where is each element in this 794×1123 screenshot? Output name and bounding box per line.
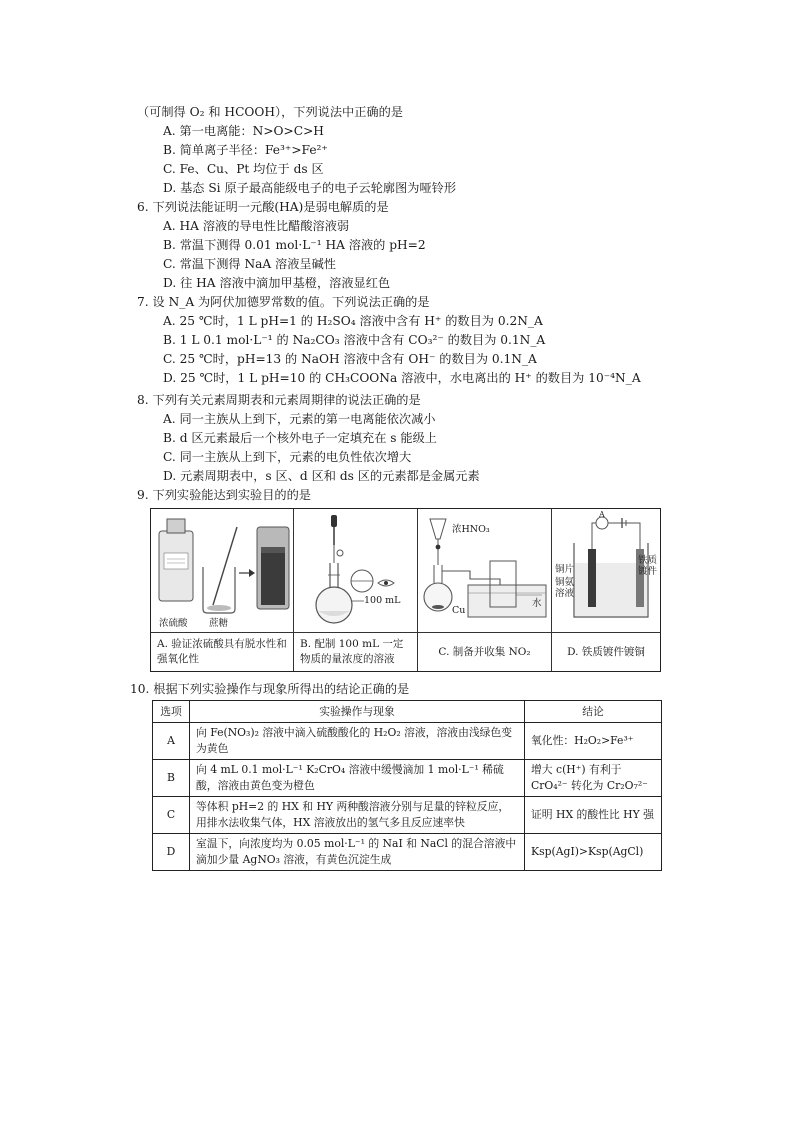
label-water: 水 [532,598,542,609]
figure-b-image [294,509,417,632]
label-copper-ammonia-solution: 铜氨溶液 [555,577,575,599]
question-6-option-c: C. 常温下测得 NaA 溶液呈碱性 [163,257,336,271]
row-option: A [153,723,190,760]
question-7-option-c: C. 25 ℃时，pH=13 的 NaOH 溶液中含有 OH⁻ 的数目为 0.1N_A [163,352,537,366]
label-copper-sheet: 铜片 [555,564,575,575]
question-10-stem: 10. 根据下列实验操作与现象所得出的结论正确的是 [130,682,410,696]
row-conclusion: 证明 HX 的酸性比 HY 强 [525,797,662,834]
label-concentrated-sulfuric-acid: 浓硫酸 [159,618,188,629]
table-row [153,760,662,797]
row-option: B [153,760,190,797]
row-operation: 向 4 mL 0.1 mol·L⁻¹ K₂CrO₄ 溶液中缓慢滴加 1 mol·L⁻¹ 稀硫酸，溶液由黄色变为橙色 [190,760,525,797]
row-option: C [153,797,190,834]
question-8-option-b: B. d 区元素最后一个核外电子一定填充在 s 能级上 [163,431,437,445]
row-operation: 等体积 pH=2 的 HX 和 HY 两种酸溶液分别与足量的锌粒反应，用排水法收集气体，HX 溶液放出的氢气多且反应速率快 [190,797,525,834]
question-6-stem: 6. 下列说法能证明一元酸(HA)是弱电解质的是 [137,200,389,214]
figure-a [151,509,294,671]
row-conclusion: Ksp(AgI)>Ksp(AgCl) [525,834,662,871]
row-conclusion: 氧化性：H₂O₂>Fe³⁺ [525,723,662,760]
label-100ml: 100 mL [364,595,401,606]
figure-a-image [151,509,293,632]
table-row [153,797,662,834]
question-5-option-d: D. 基态 Si 原子最高能级电子的电子云轮廓图为哑铃形 [163,181,457,195]
volumetric-flask-illustration [294,509,418,632]
label-copper: Cu [452,605,466,616]
question-6-option-b: B. 常温下测得 0.01 mol·L⁻¹ HA 溶液的 pH=2 [163,238,426,252]
header-conclusion: 结论 [525,701,662,723]
question-5-option-c: C. Fe、Cu、Pt 均位于 ds 区 [163,162,324,176]
question-7-stem: 7. 设 N_A 为阿伏加德罗常数的值。下列说法正确的是 [137,295,430,309]
question-7-option-b: B. 1 L 0.1 mol·L⁻¹ 的 Na₂CO₃ 溶液中含有 CO₃²⁻ 的数目为 0.1N_A [163,333,546,347]
question-5-option-a: A. 第一电离能：N>O>C>H [163,124,324,138]
label-concentrated-nitric-acid: 浓HNO₃ [452,524,490,535]
question-8-option-d: D. 元素周期表中，s 区、d 区和 ds 区的元素都是金属元素 [163,469,480,483]
figure-b-caption: B. 配制 100 mL 一定物质的量浓度的溶液 [294,632,417,671]
figure-c [418,509,552,671]
figure-d-caption: D. 铁质镀件镀铜 [552,632,660,671]
sulfuric-acid-sugar-illustration [151,509,294,632]
row-conclusion: 增大 c(H⁺) 有利于 CrO₄²⁻ 转化为 Cr₂O₇²⁻ [525,760,662,797]
label-sucrose: 蔗糖 [209,618,229,629]
figure-b [294,509,418,671]
row-option: D [153,834,190,871]
question-5-option-b: B. 简单离子半径：Fe³⁺>Fe²⁺ [163,143,328,157]
question-8-option-a: A. 同一主族从上到下，元素的第一电离能依次减小 [163,412,436,426]
label-ammeter: A [599,510,605,519]
experiment-figure [150,508,661,672]
question-8 [137,391,737,486]
row-operation: 向 Fe(NO₃)₂ 溶液中滴入硫酸酸化的 H₂O₂ 溶液，溶液由浅绿色变为黄色 [190,723,525,760]
figure-c-caption: C. 制备并收集 NO₂ [418,632,551,671]
question-8-option-c: C. 同一主族从上到下，元素的电负性依次增大 [163,450,412,464]
label-iron-plated-part: 铁质镀件 [638,555,658,577]
table-row [153,834,662,871]
question-5 [137,103,737,198]
question-7-option-d: D. 25 ℃时，1 L pH=10 的 CH₃COONa 溶液中，水电离出的 H⁺ 的数目为 10⁻⁴N_A [163,371,641,385]
question-6-option-a: A. HA 溶液的导电性比醋酸溶液弱 [163,219,350,233]
question-8-stem: 8. 下列有关元素周期表和元素周期律的说法正确的是 [137,393,421,407]
figure-a-caption: A. 验证浓硫酸具有脱水性和强氧化性 [151,632,293,671]
question-5-stem: （可制得 O₂ 和 HCOOH），下列说法中正确的是 [137,105,403,119]
header-option: 选项 [153,701,190,723]
question-9 [137,486,737,505]
table-row [153,723,662,760]
question-9-stem: 9. 下列实验能达到实验目的的是 [137,488,311,502]
row-operation: 室温下，向浓度均为 0.05 mol·L⁻¹ 的 NaI 和 NaCl 的混合溶液中滴加少量 AgNO₃ 溶液，有黄色沉淀生成 [190,834,525,871]
question-6 [137,198,737,293]
question-6-option-d: D. 往 HA 溶液中滴加甲基橙，溶液显红色 [163,276,391,290]
conclusion-table [152,700,662,871]
table-header-row [153,701,662,723]
question-7 [137,293,737,388]
figure-d [552,509,660,671]
question-7-option-a: A. 25 ℃时，1 L pH=1 的 H₂SO₄ 溶液中含有 H⁺ 的数目为 0.2N_A [163,314,543,328]
question-10 [130,680,730,699]
header-operation: 实验操作与现象 [190,701,525,723]
